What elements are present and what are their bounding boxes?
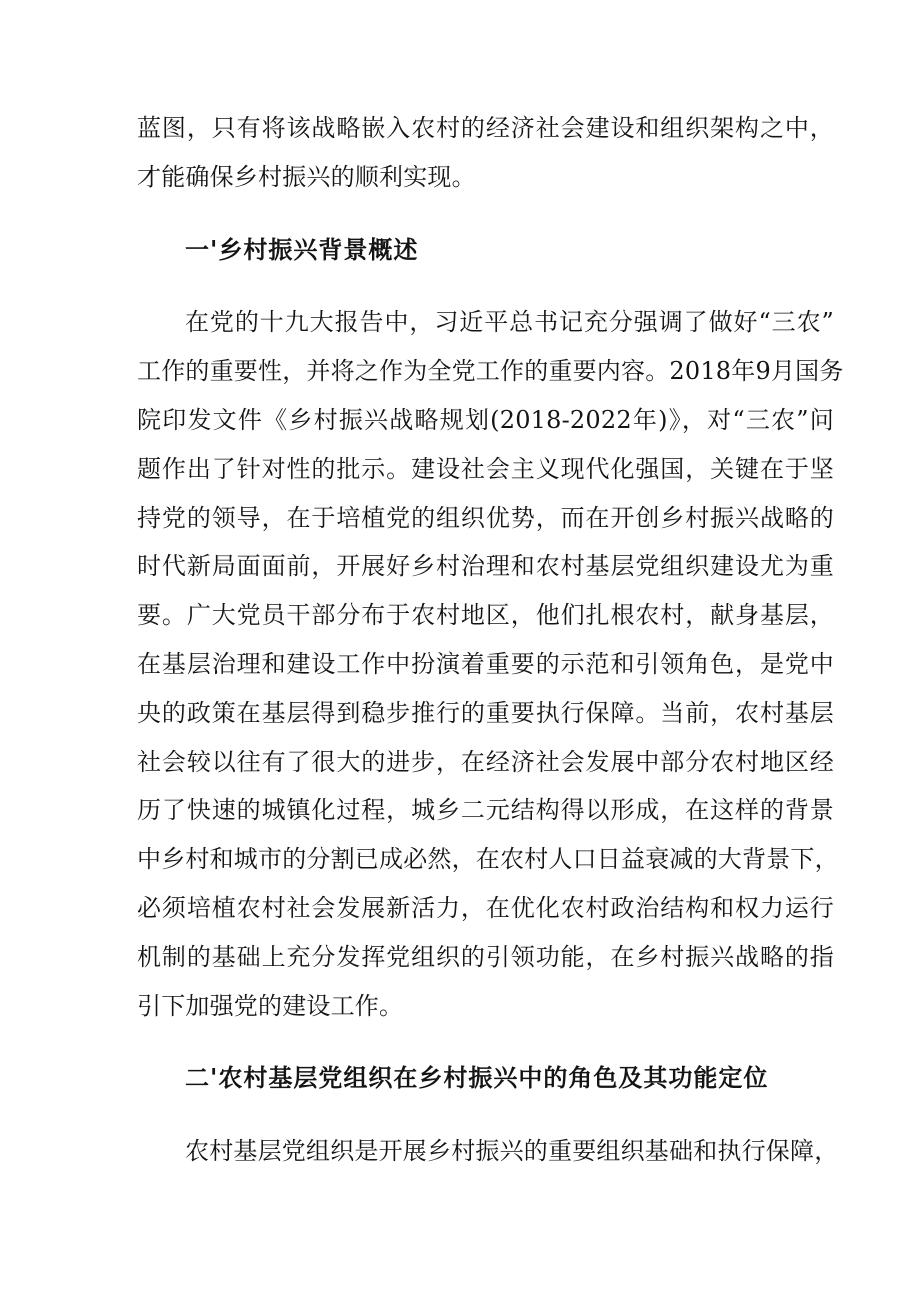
paragraph-line: 院印发文件《乡村振兴战略规划(2018-2022年)》，对“三农”问 [137, 405, 834, 434]
section-heading-1: 一'乡村振兴背景概述 [185, 234, 419, 264]
paragraph-line: 历了快速的城镇化过程，城乡二元结构得以形成，在这样的背景 [137, 796, 834, 825]
paragraph-line: 在基层治理和建设工作中扮演着重要的示范和引领角色，是党中 [137, 649, 834, 678]
paragraph-line: 机制的基础上充分发挥党组织的引领功能，在乡村振兴战略的指 [137, 942, 834, 971]
section2-paragraph [137, 1127, 839, 1176]
paragraph-line: 工作的重要性，并将之作为全党工作的重要内容。2018年9月国务 [137, 357, 844, 386]
paragraph-line: 央的政策在基层得到稳步推行的重要执行保障。当前，农村基层 [137, 698, 834, 727]
intro-paragraph [137, 104, 834, 202]
paragraph-line: 引下加强党的建设工作。 [137, 991, 404, 1020]
paragraph-line: 才能确保乡村振兴的顺利实现。 [137, 162, 476, 191]
paragraph-line: 中乡村和城市的分割已成必然，在农村人口日益衰减的大背景下， [137, 845, 839, 874]
paragraph-line: 时代新局面面前，开展好乡村治理和农村基层党组织建设尤为重 [137, 552, 834, 581]
paragraph-line: 持党的领导，在于培植党的组织优势，而在开创乡村振兴战略的 [137, 503, 834, 532]
paragraph-line: 在党的十九大报告中，习近平总书记充分强调了做好“三农” [185, 308, 834, 337]
paragraph-line: 社会较以往有了很大的进步，在经济社会发展中部分农村地区经 [137, 747, 834, 776]
paragraph-line: 蓝图，只有将该战略嵌入农村的经济社会建设和组织架构之中， [137, 114, 834, 142]
paragraph-line: 题作出了针对性的批示。建设社会主义现代化强国，关键在于坚 [137, 454, 834, 483]
paragraph-line: 农村基层党组织是开展乡村振兴的重要组织基础和执行保障， [185, 1137, 839, 1166]
paragraph-line: 必须培植农村社会发展新活力，在优化农村政治结构和权力运行 [137, 893, 834, 922]
paragraph-line: 要。广大党员干部分布于农村地区，他们扎根农村，献身基层， [137, 601, 834, 630]
section1-paragraph [137, 298, 844, 1030]
section-heading-2: 二'农村基层党组织在乡村振兴中的角色及其功能定位 [185, 1063, 769, 1093]
